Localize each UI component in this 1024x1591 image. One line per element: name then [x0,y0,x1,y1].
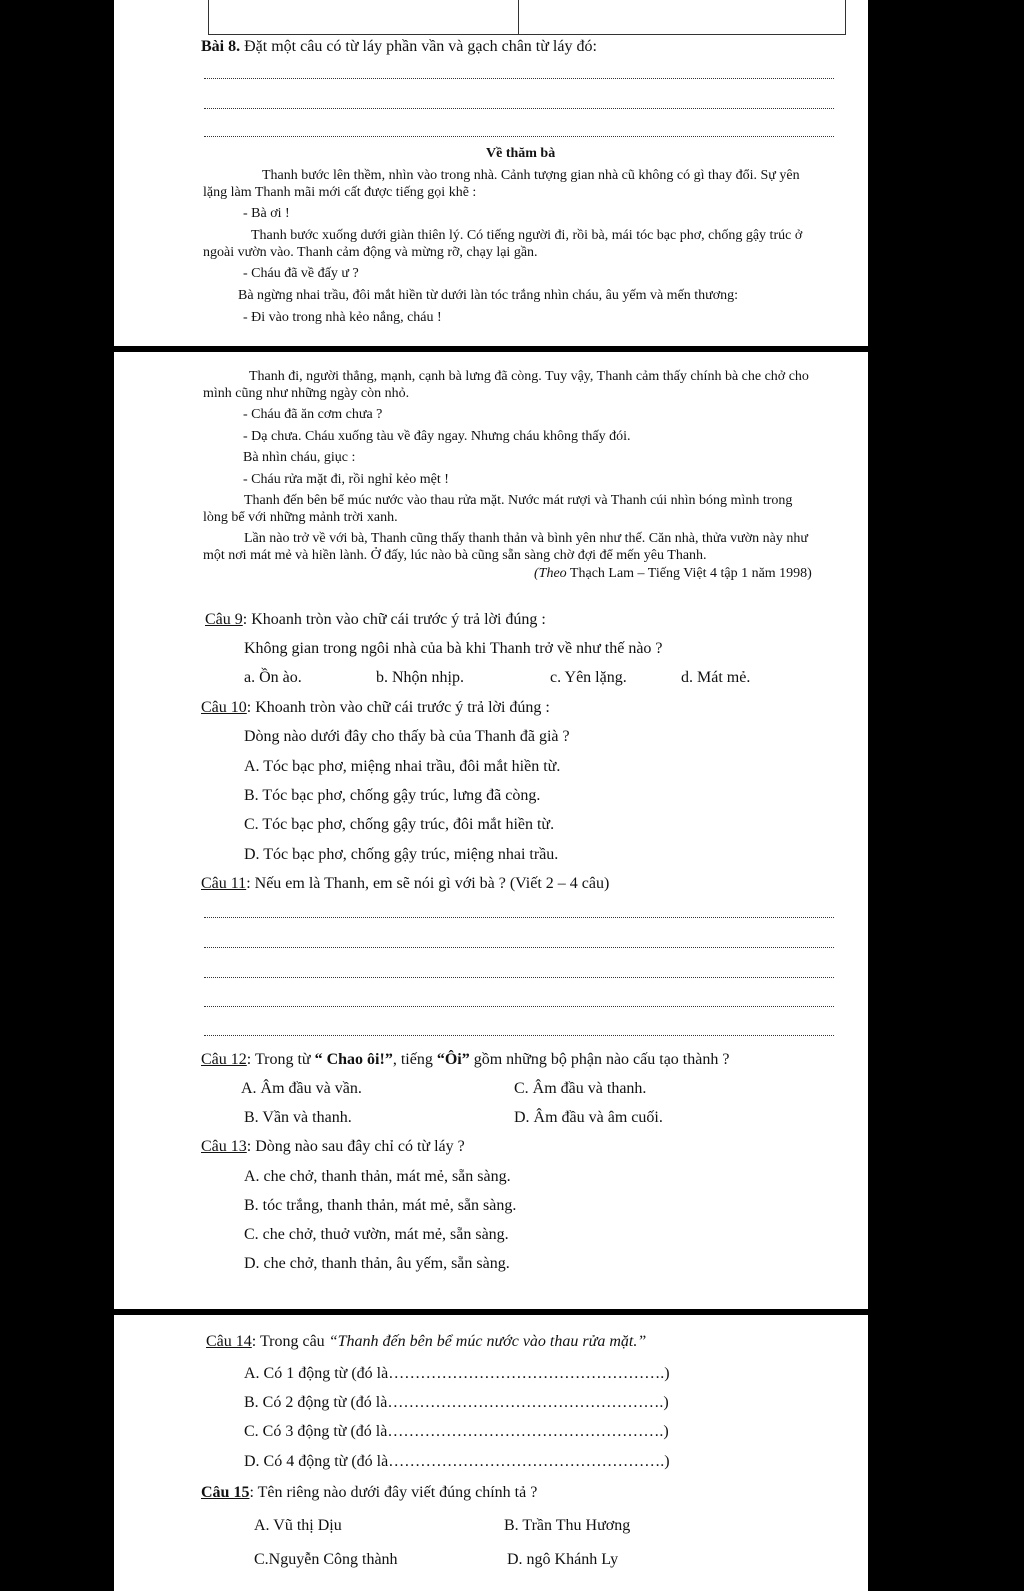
answer-line[interactable] [204,1035,834,1036]
q15-option-d[interactable]: D. ngô Khánh Ly [507,1551,619,1568]
passage-title: Về thăm bà [486,146,556,161]
q12-option-d[interactable]: D. Âm đầu và âm cuối. [514,1109,663,1126]
passage-p2-line2: ngoài vườn vào. Thanh cảm động và mừng rỡ, chạy lại gần. [203,245,538,260]
q14-option-d[interactable]: D. Có 4 động từ (đó là…………………………………………….) [244,1453,670,1470]
q14-quote: “Thanh đến bên bể múc nước vào thau rửa mặt.” [328,1333,647,1350]
q9-option-d[interactable]: d. Mát mẻ. [681,669,751,686]
answer-line[interactable] [204,108,834,109]
passage-dialogue: - Cháu đã về đấy ư ? [243,266,359,281]
passage-p3: Bà ngừng nhai trầu, đôi mắt hiền từ dưới làn tóc trắng nhìn cháu, âu yếm và mến thương: [238,288,739,303]
q14-option-c[interactable]: C. Có 3 động từ (đó là…………………………………………….) [244,1423,669,1440]
q12-word1: “ Chao ôi!” [314,1051,393,1068]
passage-p4-line2: mình cũng như những ngày còn nhỏ. [203,386,410,401]
q12-option-c[interactable]: C. Âm đầu và thanh. [514,1080,647,1097]
source-text: Thạch Lam – Tiếng Việt 4 tập 1 năm 1998) [569,566,812,581]
page-3 [114,1315,868,1591]
q13-heading [201,1138,465,1156]
q11-text: : Nếu em là Thanh, em sẽ nói gì với bà ? (Viết 2 – 4 câu) [246,875,610,892]
q9-instruction: : Khoanh tròn vào chữ cái trước ý trả lời đúng : [242,611,546,628]
q9-option-a[interactable]: a. Ồn ào. [244,669,302,686]
passage-p6-line2: lòng bể với những mảnh trời xanh. [203,510,398,525]
passage-source [534,566,812,581]
page-1 [114,0,868,346]
bai8-line [201,38,597,56]
q10-option-c[interactable]: C. Tóc bạc phơ, chống gậy trúc, đôi mắt hiền từ. [244,816,555,833]
passage-dialogue: - Đi vào trong nhà kẻo nắng, cháu ! [243,310,442,325]
passage-p1-line2: lặng làm Thanh mãi mới cất được tiếng gọi khẽ : [203,185,477,200]
q12-option-a[interactable]: A. Âm đầu và vần. [241,1080,362,1097]
q10-label: Câu 10 [201,699,247,716]
q9-label: Câu 9 [205,611,243,628]
q13-option-c[interactable]: C. che chở, thuở vườn, mát mẻ, sẵn sàng. [244,1226,509,1243]
q10-option-b[interactable]: B. Tóc bạc phơ, chống gậy trúc, lưng đã còng. [244,787,541,804]
answer-line[interactable] [204,977,834,978]
passage-dialogue: - Bà ơi ! [243,206,290,221]
source-prefix: (Theo [534,566,567,581]
q13-option-d[interactable]: D. che chở, thanh thản, âu yếm, sẵn sàng. [244,1255,510,1272]
q9-option-c[interactable]: c. Yên lặng. [550,669,627,686]
q13-label: Câu 13 [201,1138,247,1155]
passage-dialogue: - Cháu đã ăn cơm chưa ? [243,407,383,422]
answer-line[interactable] [204,78,834,79]
q10-instruction: : Khoanh tròn vào chữ cái trước ý trả lời đúng : [246,699,550,716]
q14-option-a[interactable]: A. Có 1 động từ (đó là…………………………………………….) [244,1365,670,1382]
passage-p7-line2: một nơi mát mẻ và hiền lành. Ở đấy, lúc nào bà cũng sẵn sàng chờ đợi để mến yêu Thanh. [203,548,707,563]
q15-heading [201,1484,537,1502]
page-2 [114,352,868,1309]
q12-label: Câu 12 [201,1051,247,1068]
q12-text-a: : Trong từ [246,1051,315,1068]
q13-option-a[interactable]: A. che chở, thanh thản, mát mẻ, sẵn sàng. [244,1168,511,1185]
q14-heading [206,1333,646,1351]
passage-p4-line1: Thanh đi, người thẳng, mạnh, cạnh bà lưng đã còng. Tuy vậy, Thanh cảm thấy chính bà che chở cho [249,369,809,384]
answer-line[interactable] [204,917,834,918]
q12-heading [201,1051,729,1069]
q10-question: Dòng nào dưới đây cho thấy bà của Thanh đã già ? [244,728,570,745]
q9-option-b[interactable]: b. Nhộn nhịp. [376,669,464,686]
q15-text: : Tên riêng nào dưới đây viết đúng chính tả ? [249,1484,538,1501]
answer-line[interactable] [204,1006,834,1007]
q11-label: Câu 11 [201,875,247,892]
q10-option-d[interactable]: D. Tóc bạc phơ, chống gậy trúc, miệng nhai trầu. [244,846,559,863]
passage-dialogue: - Cháu rửa mặt đi, rồi nghỉ kẻo mệt ! [243,472,449,487]
q9-question: Không gian trong ngôi nhà của bà khi Thanh trở về như thế nào ? [244,640,663,657]
q13-text: : Dòng nào sau đây chỉ có từ láy ? [246,1138,465,1155]
q10-heading [201,699,550,717]
q12-text-c: gồm những bộ phận nào cấu tạo thành ? [469,1051,730,1068]
table-edge [208,0,846,35]
passage-p2-line1: Thanh bước xuống dưới giàn thiên lý. Có tiếng người đi, rồi bà, mái tóc bạc phơ, chống gậy trúc ở [251,228,803,243]
q9-heading [201,611,546,629]
q15-option-b[interactable]: B. Trần Thu Hương [504,1517,631,1534]
q12-text-b: , tiếng [392,1051,437,1068]
q11-heading [201,875,609,893]
passage-dialogue: - Dạ chưa. Cháu xuống tàu về đây ngay. Nhưng cháu không thấy đói. [243,429,631,444]
answer-line[interactable] [204,947,834,948]
passage-p7-line1: Lần nào trở về với bà, Thanh cũng thấy thanh thản và bình yên như thế. Căn nhà, thửa vườn này như [244,531,808,546]
q15-option-c[interactable]: C.Nguyễn Công thành [254,1551,398,1568]
q14-text: : Trong câu [251,1333,329,1350]
table-divider [518,0,519,34]
q13-option-b[interactable]: B. tóc trắng, thanh thản, mát mẻ, sẵn sàng. [244,1197,517,1214]
q14-option-b[interactable]: B. Có 2 động từ (đó là…………………………………………….) [244,1394,669,1411]
bai8-text: Đặt một câu có từ láy phần vần và gạch chân từ láy đó: [244,38,597,55]
passage-p1-line1: Thanh bước lên thềm, nhìn vào trong nhà. Cảnh tượng gian nhà cũ không có gì thay đổi. Sự yên [262,168,800,183]
q14-label: Câu 14 [206,1333,252,1350]
q15-option-a[interactable]: A. Vũ thị Dịu [254,1517,342,1534]
passage-p6-line1: Thanh đến bên bể múc nước vào thau rửa mặt. Nước mát rượi và Thanh cúi nhìn bóng mình trong [244,493,793,508]
q10-option-a[interactable]: A. Tóc bạc phơ, miệng nhai trầu, đôi mắt hiền từ. [244,758,561,775]
q15-label: Câu 15 [201,1484,250,1501]
q12-word2: “Ôi” [436,1051,470,1068]
passage-p5: Bà nhìn cháu, giục : [243,450,356,465]
q12-option-b[interactable]: B. Vần và thanh. [244,1109,352,1126]
bai8-label: Bài 8. [201,38,241,55]
answer-line[interactable] [204,136,834,137]
